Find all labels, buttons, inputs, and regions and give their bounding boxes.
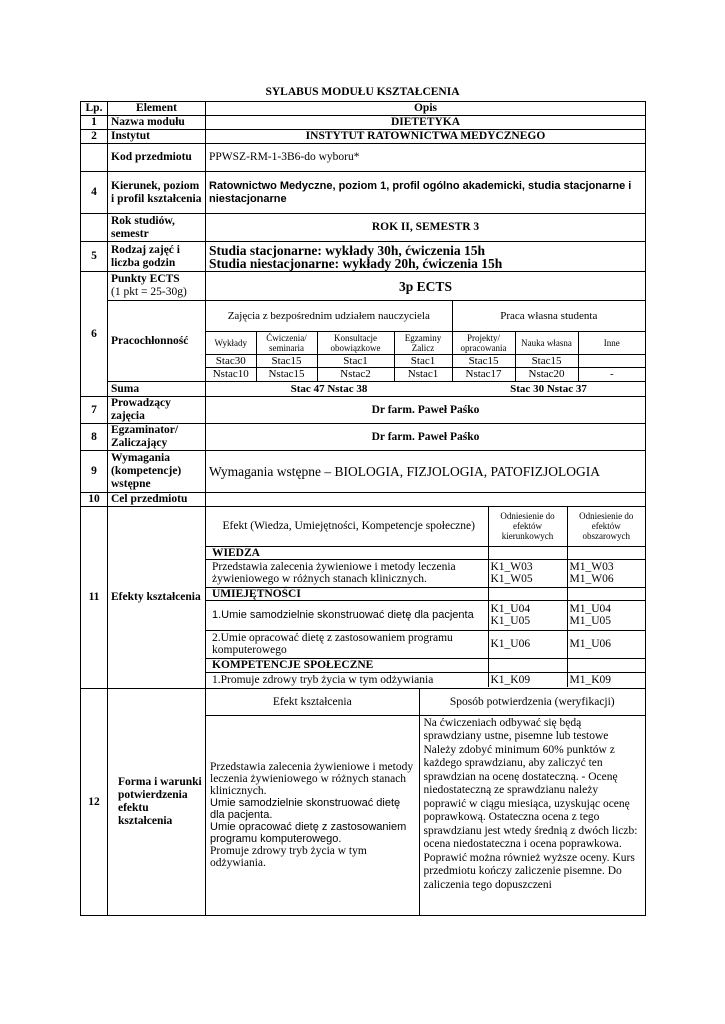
- ref-kier: K1_K09: [488, 672, 567, 687]
- row-label: Forma i warunki potwierdzenia efektu kształcenia: [108, 689, 206, 916]
- nstac-value: Nstac2: [317, 367, 394, 381]
- row-number: 12: [81, 689, 108, 916]
- table-row: [81, 301, 646, 382]
- table-row: [81, 144, 646, 172]
- row-number: 10: [81, 493, 108, 507]
- prerequisites: Wymagania wstępne – BIOLOGIA, FIZJOLOGIA, PATOFIZJOLOGIA: [206, 451, 646, 493]
- ref-obsz: M1_W06: [569, 573, 614, 585]
- table-row: [81, 116, 646, 130]
- sum-cell: [206, 382, 646, 397]
- stac-value: Stac15: [256, 354, 317, 367]
- verification-head-effect: Efekt kształcenia: [206, 689, 419, 715]
- sum-contact: Stac 47 Nstac 38: [290, 383, 368, 395]
- nstac-value: Nstac15: [256, 367, 317, 381]
- row-number: 4: [81, 172, 108, 214]
- section-kompetencje: KOMPETENCJE SPOŁECZNE: [210, 658, 488, 672]
- row-number: 2: [81, 130, 108, 144]
- row-label: Prowadzący zajęcia: [108, 397, 206, 424]
- section-umiejetnosci: UMIEJĘTNOŚCI: [210, 587, 488, 600]
- table-row: [81, 493, 646, 507]
- table-row: [81, 397, 646, 424]
- ref-obsz: M1_U06: [567, 630, 645, 658]
- module-name: DIETETYKA: [206, 116, 646, 130]
- header-opis: Opis: [206, 102, 646, 116]
- stac-value: Stac1: [317, 354, 394, 367]
- table-row: [81, 130, 646, 144]
- table-row: [81, 172, 646, 214]
- ref-obsz: M1_W03: [569, 561, 614, 573]
- row-label: Instytut: [108, 130, 206, 144]
- instructor-name: Dr farm. Paweł Paśko: [206, 397, 646, 424]
- nstac-value: Nstac1: [394, 367, 452, 381]
- workload-table: [206, 301, 645, 381]
- hours-nonstationary: Studia niestacjonarne: wykłady 20h, ćwiczenia 15h: [209, 255, 503, 271]
- row-number: 6: [81, 272, 108, 397]
- ref-obsz: M1_U04: [569, 603, 612, 615]
- col-header: Projekty/ opracowania: [452, 331, 515, 354]
- outcome-text: 1.Promuje zdrowy tryb życia w tym odżywiania: [210, 672, 488, 687]
- row-number: 1: [81, 116, 108, 130]
- stac-value: Stac1: [394, 354, 452, 367]
- table-row: [81, 451, 646, 493]
- row-number: 7: [81, 397, 108, 424]
- stac-value: [578, 354, 645, 367]
- col-header: Nauka własna: [515, 331, 578, 354]
- row-label: Kod przedmiotu: [108, 144, 206, 172]
- row-number: 5: [81, 242, 108, 272]
- workload-label: Pracochłonność: [108, 301, 206, 382]
- row-label: Nazwa modułu: [108, 116, 206, 130]
- effect-item: Umie samodzielnie skonstruować dietę dla pacjenta.: [210, 797, 401, 822]
- workload-table-cell: [206, 301, 646, 382]
- table-row: [81, 242, 646, 272]
- row-label: Rok studiów, semestr: [108, 214, 206, 242]
- row-label: Cel przedmiotu: [108, 493, 206, 507]
- outcome-text: Przedstawia zalecenia żywieniowe i metody leczenia żywieniowego w różnych stanach klinicznych.: [210, 559, 488, 587]
- learning-outcomes-table: [206, 507, 645, 687]
- ref-kier: K1_W05: [490, 573, 533, 585]
- stac-value: Stac15: [452, 354, 515, 367]
- row-number: 8: [81, 424, 108, 451]
- table-row: [81, 272, 646, 301]
- section-wiedza: WIEDZA: [210, 546, 488, 559]
- stac-value: Stac30: [206, 354, 256, 367]
- ref-kier: K1_U05: [490, 615, 531, 627]
- col-header: Konsultacje obowiązkowe: [317, 331, 394, 354]
- row-label: Kierunek, poziom i profil kształcenia: [108, 172, 206, 214]
- effect-item: Przedstawia zalecenia żywieniowe i metody leczenia żywieniowego w różnych stanach klinicznych.: [210, 761, 414, 798]
- course-goal: [206, 493, 646, 507]
- row-number: 9: [81, 451, 108, 493]
- nstac-value: Nstac10: [206, 367, 256, 381]
- row-label: Efekty kształcenia: [108, 507, 206, 689]
- hours-stationary: Studia stacjonarne: wykłady 30h, ćwiczenia 15h: [209, 242, 486, 258]
- row-label: Egzaminator/ Zaliczający: [108, 424, 206, 451]
- institute-name: INSTYTUT RATOWNICTWA MEDYCZNEGO: [206, 130, 646, 144]
- document-title: SYLABUS MODUŁU KSZTAŁCENIA: [265, 86, 460, 98]
- class-hours: [206, 242, 646, 272]
- table-row: [81, 424, 646, 451]
- table-header-row: [81, 102, 646, 116]
- nstac-value: Nstac17: [452, 367, 515, 381]
- row-number: [81, 144, 108, 172]
- row-number: 11: [81, 507, 108, 689]
- ref-obsz: M1_U05: [569, 615, 612, 627]
- header-lp: Lp.: [81, 102, 108, 116]
- outcome-head-kier: Odniesienie do efektów kierunkowych: [488, 507, 567, 546]
- verification-method: Na ćwiczeniach odbywać się będą sprawdziany ustne, pisemne lub testowe Należy zdobyć minimum 60% punktów z każdego sprawdzianu, aby zaliczyć ten sprawdzian na ocenę dostateczną. - Ocenę niedostateczną ze sprawdzianu należy poprawić w ciągu miesiąca, uzyskując ocenę poprawkową. Ostateczna ocena z tego sprawdzianu jest wtedy średnią z dwóch liczb: ocena niedostateczna i ocena poprawkowa. Poprawić można również wyższe oceny. Kurs przedmiotu kończy zaliczenie pisemne. Do zaliczenia tego dopuszczeni: [419, 715, 645, 915]
- year-semester: ROK II, SEMESTR 3: [206, 214, 646, 242]
- row-number: [81, 214, 108, 242]
- self-study-group: Praca własna studenta: [452, 301, 645, 331]
- table-row: [81, 507, 646, 689]
- sum-label: Suma: [108, 382, 206, 397]
- ref-kier: K1_U06: [488, 630, 567, 658]
- ref-kier: K1_W03: [490, 561, 533, 573]
- col-header: Inne: [578, 331, 645, 354]
- sum-self: Stac 30 Nstac 37: [510, 383, 587, 395]
- nstac-value: Nstac20: [515, 367, 578, 381]
- header-element: Element: [108, 102, 206, 116]
- effect-item: Umie opracować dietę z zastosowaniem programu komputerowego.: [210, 821, 407, 846]
- col-header: Ćwiczenia/ seminaria: [256, 331, 317, 354]
- field-of-study: Ratownictwo Medyczne, poziom 1, profil ogólno akademicki, studia stacjonarne i niestacjonarne: [206, 172, 646, 214]
- ects-label: Punkty ECTS: [111, 273, 180, 285]
- ects-label-cell: [108, 272, 206, 301]
- ects-note: (1 pkt = 25-30g): [111, 286, 187, 298]
- outcome-head-obsz: Odniesienie do efektów obszarowych: [567, 507, 645, 546]
- verification-head-method: Sposób potwierdzenia (weryfikacji): [419, 689, 645, 715]
- ref-obsz: M1_K09: [567, 672, 645, 687]
- outcome-head-effect: Efekt (Wiedza, Umiejętności, Kompetencje społeczne): [210, 507, 488, 546]
- verification-cell: [206, 689, 646, 916]
- effect-item: Promuje zdrowy tryb życia w tym odżywiania.: [210, 845, 367, 870]
- syllabus-table: [80, 101, 645, 916]
- stac-value: Stac15: [515, 354, 578, 367]
- contact-hours-group: Zajęcia z bezpośrednim udziałem nauczyciela: [206, 301, 452, 331]
- verification-effects: [206, 715, 419, 915]
- col-header: Egzaminy Zalicz: [394, 331, 452, 354]
- outcome-text: 2.Umie opracować dietę z zastosowaniem programu komputerowego: [210, 630, 488, 658]
- table-row: [81, 214, 646, 242]
- verification-table: [206, 689, 645, 915]
- outcome-text: 1.Umie samodzielnie skonstruować dietę dla pacjenta: [210, 600, 488, 630]
- table-row: [81, 689, 646, 916]
- learning-outcomes-cell: [206, 507, 646, 689]
- examiner-name: Dr farm. Paweł Paśko: [206, 424, 646, 451]
- row-label: Wymagania (kompetencje) wstępne: [108, 451, 206, 493]
- table-row: [81, 382, 646, 397]
- ref-kier: K1_U04: [490, 603, 531, 615]
- row-label: Rodzaj zajęć i liczba godzin: [108, 242, 206, 272]
- col-header: Wykłady: [206, 331, 256, 354]
- nstac-value: -: [578, 367, 645, 381]
- course-code: PPWSZ-RM-1-3B6-do wyboru*: [206, 144, 646, 172]
- ects-value: 3p ECTS: [206, 272, 646, 301]
